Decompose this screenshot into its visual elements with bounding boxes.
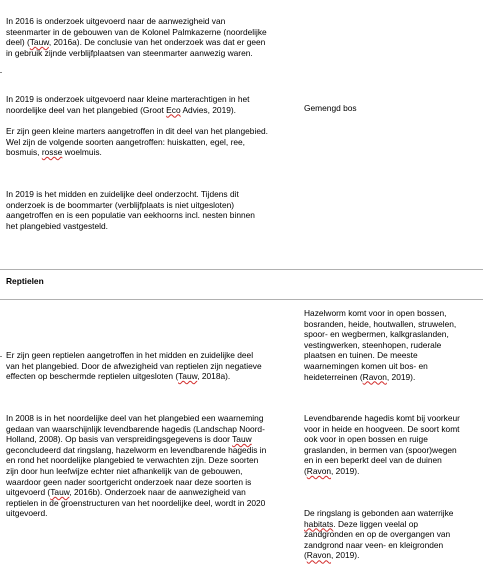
paragraph-reptielen-noord: In 2008 is in het noordelijke deel van het plangebied een waarneming gedaan van waarschijnlijk levendbarende hagedis (Landschap Noord- Holland, 2008). Op basis van verspreidingsgegevens is door Tauw geconcludeerd dat ringslang, hazelworm en levendbarende hagedis in en rond het noordelijke plangebied te verwachten zijn. Deze soorten zijn door hun leefwijze echter niet afhankelijk van de gebouwen, waardoor geen nader soortgericht onderzoek naar deze soorten is uitgevoerd (Tauw, 2016b). Onderzoek naar de aanwezigheid van reptielen in de groenstructuren van het noordelijke deel, wordt in 2020 uitgevoerd. (6, 413, 267, 519)
margin-mark (0, 356, 2, 357)
species-levendbarende-hagedis: Levendbarende hagedis komt bij voorkeur voor in heide en hoogveen. De soort komt ook voor in open bossen en ruige graslanden, in bermen van (spoor)wegen en in een beperkt deel van de duinen (Ravon, 2019). (304, 413, 460, 476)
word-habitats: habitats (304, 518, 334, 529)
species-hazelworm: Hazelworm komt voor in open bossen, bosranden, heide, houtwallen, struwelen, spoor- en wegbermen, kalkgraslanden, vestingwerken, steenhopen, ruderale plaatsen en tuinen. De meeste waarnemingen komen uit bos- en heideterreinen (Ravon, 2019). (304, 308, 457, 382)
margin-mark (0, 72, 2, 73)
paragraph-marterachtigen-2019: In 2019 is onderzoek uitgevoerd naar kleine marterachtigen in het noordelijke deel van het plangebied (Groot Eco Advies, 2019). (6, 94, 250, 115)
citation-ravon: Ravon (362, 371, 387, 382)
citation-tauw: Tauw (178, 371, 198, 382)
paragraph-reptielen-zuid: Er zijn geen reptielen aangetroffen in het midden en zuidelijke deel van het plangebied. Door de afwezigheid van reptielen zijn negatieve effecten op beschermde reptielen uitgesloten (Tauw, 2018a). (6, 350, 262, 382)
citation-ravon: Ravon (306, 550, 332, 561)
citation-tauw: Tauw (50, 487, 70, 498)
citation-ravon: Ravon (306, 465, 332, 476)
section-divider-bottom (0, 299, 483, 300)
word-rosse: rosse (41, 147, 63, 158)
habitat-label: Gemengd bos (304, 103, 357, 113)
paragraph-marters-findings: Er zijn geen kleine marters aangetroffen in dit deel van het plangebied. Wel zijn de volgende soorten aangetroffen: huiskatten, egel, ree, bosmuis, rosse woelmuis. (6, 126, 268, 158)
paragraph-boommarter-2019: In 2019 is het midden en zuidelijke deel onderzocht. Tijdens dit onderzoek is de boommarter (verblijfplaats is niet uitgesloten) aangetroffen en is een populatie van eekhoorns incl. nesten binnen het plangebied vastgesteld. (6, 189, 255, 231)
citation-eco: Eco (166, 104, 181, 115)
species-ringslang: De ringslang is gebonden aan waterrijke habitats. Deze liggen veelal op zandgronden en op de overgangen van zandgrond naar veen- en kleigronden (Ravon, 2019). (304, 508, 454, 561)
section-divider-top (0, 269, 483, 270)
citation-tauw: Tauw (29, 37, 49, 48)
citation-tauw: Tauw (232, 434, 252, 445)
paragraph-steenmarter-2016: In 2016 is onderzoek uitgevoerd naar de aanwezigheid van steenmarter in de gebouwen van de Kolonel Palmkazerne (noordelijke deel) (Tauw, 2016a). De conclusie van het onderzoek was dat er geen in gebruik zijnde verblijfplaatsen van steenmarter aanwezig waren. (6, 16, 267, 58)
section-heading: Reptielen (6, 276, 44, 286)
